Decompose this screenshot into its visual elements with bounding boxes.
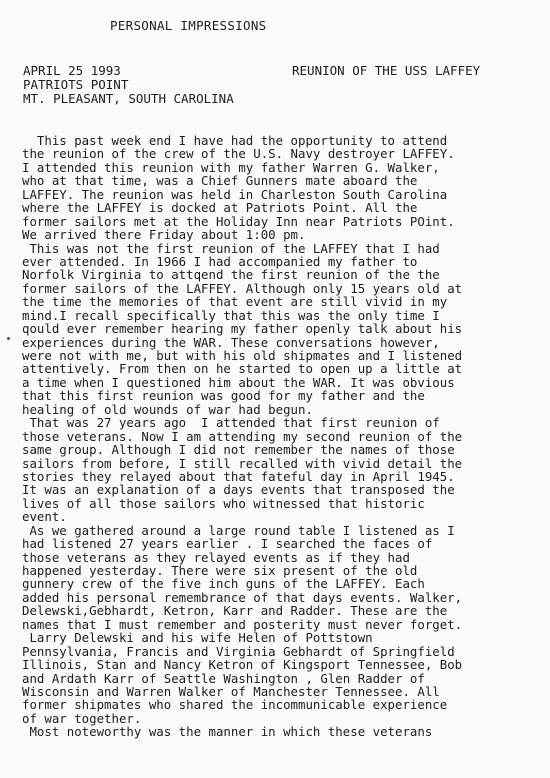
body-line: LAFFEY. The reunion was held in Charleston South Carolina (22, 186, 448, 202)
body-line: event. (22, 509, 67, 525)
body-line: a time when I questioned him about the WAR. It was obvious (22, 374, 455, 390)
body-line: ever attended. In 1966 I had accompanied my father to (22, 253, 418, 269)
body-line: This past week end I have had the opportunity to attend (22, 133, 448, 148)
body-line: of war together. (22, 710, 142, 726)
body-line: Pennsylvania, Francis and Virginia Gebhardt of Springfield (22, 643, 455, 659)
body-line: sailors from before, I still recalled with vivid detail the (22, 455, 463, 471)
header-place: PATRIOTS POINT (23, 77, 129, 92)
body-line: Most noteworthy was the manner in which these veterans (22, 724, 433, 740)
body-line: and Ardath Karr of Seattle Washington , Glen Radder of (22, 670, 425, 686)
body-line: who at that time, was a Chief Gunners mate aboard the (22, 173, 418, 189)
body-line: This was not the first reunion of the LAFFEY that I had (22, 240, 440, 256)
body-line: We arrived there Friday about 1:00 pm. (22, 227, 306, 243)
body-line: gunnery crew of the five inch guns of the LAFFEY. Each (22, 576, 425, 592)
body-text (22, 134, 542, 739)
body-line: I attended this reunion with my father Warren G. Walker, (22, 159, 440, 175)
body-line: the time the memories of that event are still vivid in my (22, 294, 448, 310)
body-line: where the LAFFEY is docked at Patriots Point. All the (22, 200, 418, 216)
header-left-block (23, 64, 234, 106)
body-line: those veterans as they relayed events as if they had (22, 549, 410, 565)
body-line: Wisconsin and Warren Walker of Manchester Tennessee. All (22, 683, 440, 699)
body-line: were not with me, but with his old shipmates and I listened (22, 348, 463, 363)
body-line: stories they relayed about that fateful day in April 1945. (22, 468, 455, 484)
body-line: former shipmates who shared the incommunicable experience (22, 697, 448, 713)
body-line: that this first reunion was good for my father and the (22, 388, 425, 404)
body-line: names that I must remember and posterity must never forget. (22, 616, 463, 632)
header-location: MT. PLEASANT, SOUTH CAROLINA (23, 91, 234, 106)
body-line: former sailors met at the Holiday Inn near Patriots POint. (22, 213, 455, 229)
body-line: That was 27 years ago I attended that first reunion of (22, 415, 440, 431)
body-line: Larry Delewski and his wife Helen of Pottstown (22, 630, 373, 646)
body-line: qould ever remember hearing my father openly talk about his (22, 321, 463, 337)
body-line: Delewski,Gebhardt, Ketron, Karr and Radder. These are the (22, 603, 448, 619)
header-date: APRIL 25 1993 (23, 63, 121, 78)
body-line: As we gathered around a large round table I listened as I (22, 522, 455, 538)
body-line: former sailors of the LAFFEY. Although only 15 years old at (22, 280, 463, 296)
body-line: healing of old wounds of war had begun. (22, 401, 313, 417)
header-event: REUNION OF THE USS LAFFEY (292, 63, 481, 78)
body-line: mind.I recall specifically that this was the only time I (22, 307, 440, 323)
body-line: added his personal remembrance of that days events. Walker, (22, 589, 463, 605)
body-line: happened yesterday. There were six present of the old (22, 563, 418, 578)
body-line: attentively. From then on he started to open up a little at (22, 361, 463, 377)
body-line: Norfolk Virginia to attqend the first reunion of the the (22, 267, 440, 283)
body-line: same group. Although I did not remember the names of those (22, 442, 455, 458)
body-line: experiences during the WAR. These conversations however, (22, 334, 440, 350)
document-title: PERSONAL IMPRESSIONS (110, 18, 267, 33)
body-line: lives of all those sailors who witnessed that historic (22, 495, 425, 511)
body-line: had listened 27 years earlier . I searched the faces of (22, 536, 433, 552)
body-line: Illinois, Stan and Nancy Ketron of Kingsport Tennessee, Bob (22, 657, 463, 673)
body-line: It was an explanation of a days events that transposed the (22, 482, 455, 498)
body-line: the reunion of the crew of the U.S. Navy destroyer LAFFEY. (22, 146, 455, 162)
body-line: those veterans. Now I am attending my second reunion of the (22, 428, 463, 444)
stray-ink-mark (7, 337, 10, 340)
